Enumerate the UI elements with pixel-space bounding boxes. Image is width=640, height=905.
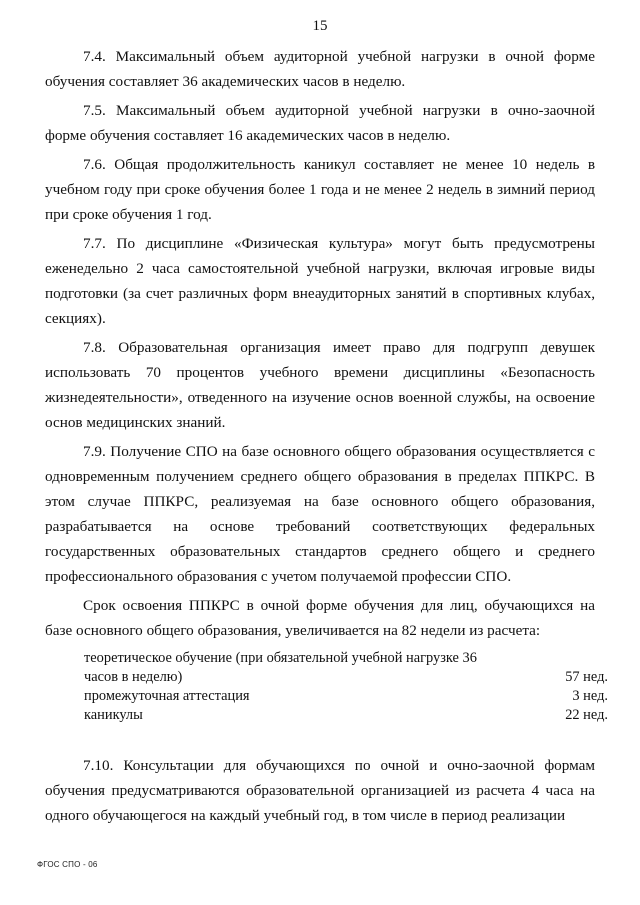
term-value: 3 нед.	[572, 688, 608, 704]
term-value: 22 нед.	[565, 707, 608, 723]
spacer	[45, 725, 595, 753]
paragraph-7-10: 7.10. Консультации для обучающихся по очной и очно-заочной формам обучения предусматриваются образовательной организацией из расчета 4 часа на одного обучающегося на каждый учебный год, в том числе в период реализации	[45, 757, 595, 824]
paragraph-7-5: 7.5. Максимальный объем аудиторной учебной нагрузки в очно-заочной форме обучения составляет 16 академических часов в неделю.	[45, 102, 595, 144]
term-table	[84, 649, 608, 725]
paragraph-7-9: 7.9. Получение СПО на базе основного общего образования осуществляется с одновременным получением среднего общего образования в пределах ППКРС. В этом случае ППКРС, реализуемая на базе основного общего образования, разрабатывается на основе требований соответствующих федеральных государственных образовательных стандартов среднего общего и среднего профессионального образования с учетом получаемой профессии СПО.	[45, 443, 595, 585]
term-row-holidays	[84, 706, 608, 725]
term-label: теоретическое обучение (при обязательной учебной нагрузке 36 часов в неделю)	[84, 650, 477, 685]
document-body	[45, 44, 608, 832]
term-row-theory	[84, 649, 608, 687]
paragraph-7-7: 7.7. По дисциплине «Физическая культура» могут быть предусмотрены еженедельно 2 часа самостоятельной учебной нагрузки, включая игровые виды подготовки (за счет различных форм внеаудиторных занятий в спортивных клубах, секциях).	[45, 235, 595, 327]
term-value: 57 нед.	[565, 669, 608, 685]
term-label: каникулы	[84, 707, 143, 723]
footer-label: ФГОС СПО - 06	[37, 860, 98, 869]
paragraph-term-duration: Срок освоения ППКРС в очной форме обучения для лиц, обучающихся на базе основного общего образования, увеличивается на 82 недели из расчета:	[45, 597, 595, 639]
paragraph-7-4: 7.4. Максимальный объем аудиторной учебной нагрузки в очной форме обучения составляет 36 академических часов в неделю.	[45, 48, 595, 90]
term-label: промежуточная аттестация	[84, 688, 250, 704]
page-number: 15	[312, 18, 328, 34]
term-row-attestation	[84, 687, 608, 706]
paragraph-7-6: 7.6. Общая продолжительность каникул составляет не менее 10 недель в учебном году при сроке обучения более 1 года и не менее 2 недель в зимний период при сроке обучения 1 год.	[45, 156, 595, 223]
paragraph-7-8: 7.8. Образовательная организация имеет право для подгрупп девушек использовать 70 процентов учебного времени дисциплины «Безопасность жизнедеятельности», отведенного на изучение основ военной службы, на освоение основ медицинских знаний.	[45, 339, 595, 431]
